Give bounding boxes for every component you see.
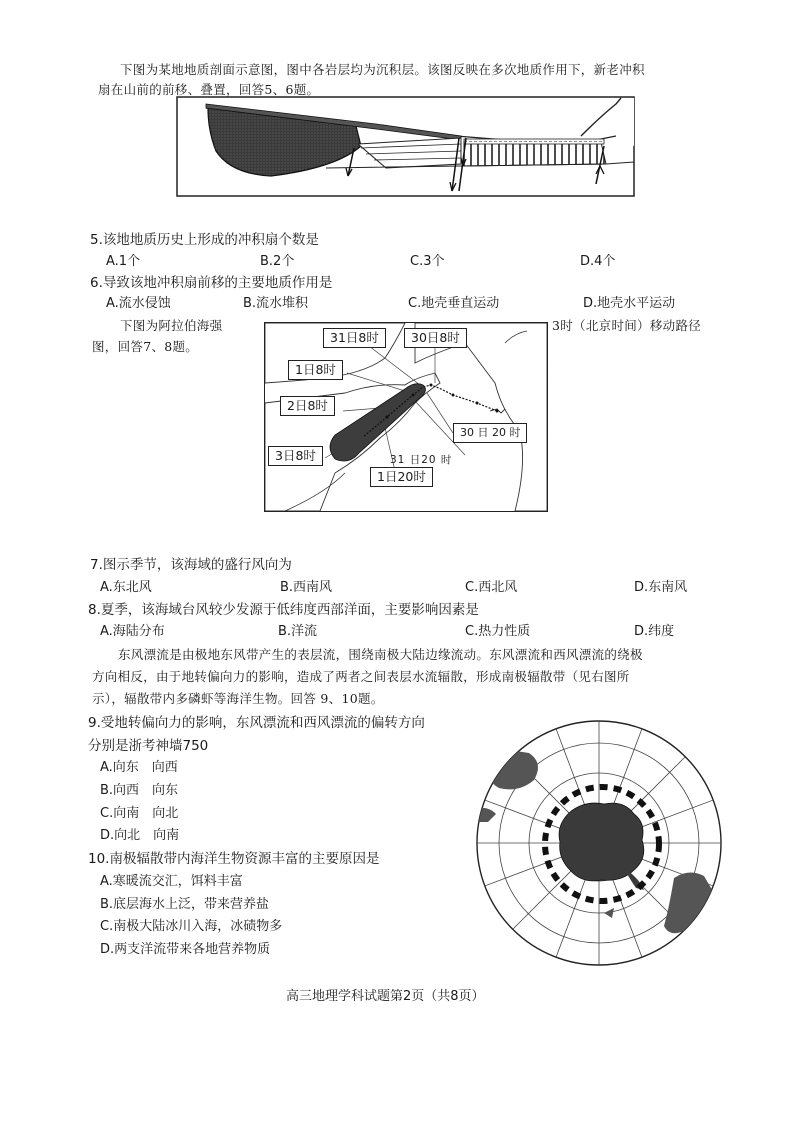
intro-1-line-2: 扇在山前的前移、叠置，回答5、6题。: [98, 82, 320, 97]
q5-option-b: B.2个: [260, 254, 295, 269]
q8-option-c: C.热力性质: [465, 624, 531, 639]
map-label-31-8: 31日8时: [323, 328, 386, 348]
q8-option-a: A.海陆分布: [100, 624, 165, 639]
intro-2-line-1-left: 下图为阿拉伯海强: [120, 318, 223, 333]
q9-stem-line-2: 分别是浙考神墙750: [88, 738, 209, 754]
q5-option-d: D.4个: [580, 254, 616, 269]
geologic-cross-section: [176, 96, 636, 198]
map-label-30-20: 30 日 20 时: [453, 423, 527, 443]
q9-option-b: B.向西 向东: [100, 783, 179, 798]
q6-option-b: B.流水堆积: [243, 296, 309, 311]
q10-option-a: A.寒暖流交汇，饵料丰富: [100, 874, 243, 889]
map-label-1-20: 1日20时: [370, 467, 433, 487]
map-label-31-20: 31 日20 时: [390, 454, 453, 466]
q5-option-c: C.3个: [410, 254, 445, 269]
q7-stem: 7.图示季节，该海域的盛行风向为: [90, 557, 292, 573]
intro-1-line-1: 下图为某地地质剖面示意图，图中各岩层均为沉积层。该图反映在多次地质作用下，新老冲积: [120, 62, 645, 77]
q9-option-a: A.向东 向西: [100, 760, 178, 775]
q5-option-a: A.1个: [106, 254, 141, 269]
q6-option-d: D.地壳水平运动: [583, 296, 676, 311]
q10-option-b: B.底层海水上泛，带来营养盐: [100, 897, 270, 912]
q6-option-c: C.地壳垂直运动: [408, 296, 500, 311]
q8-option-d: D.纬度: [634, 624, 675, 639]
q8-stem: 8.夏季，该海域台风较少发源于低纬度西部洋面，主要影响因素是: [88, 602, 479, 618]
q5-stem: 5.该地地质历史上形成的冲积扇个数是: [90, 232, 319, 248]
intro-3-line-3: 示），辐散带内多磷虾等海洋生物。回答 9、10题。: [92, 691, 384, 706]
q9-option-c: C.向南 向北: [100, 806, 179, 821]
q7-option-b: B.西南风: [280, 580, 333, 595]
intro-3-line-2: 方向相反，由于地转偏向力的影响，造成了两者之间表层水流辐散，形成南极辐散带（见右图所: [92, 669, 630, 684]
antarctica-landmass: [559, 803, 644, 881]
antarctic-globe: [474, 718, 724, 968]
q9-option-d: D.向北 向南: [100, 828, 180, 843]
q6-option-a: A.流水侵蚀: [106, 296, 171, 311]
map-label-2-8: 2日8时: [280, 396, 335, 416]
intro-2-line-1-right: 3时（北京时间）移动路径: [552, 318, 702, 333]
q7-option-c: C.西北风: [465, 580, 518, 595]
q9-stem-line-1: 9.受地转偏向力的影响，东风漂流和西风漂流的偏转方向: [88, 715, 425, 731]
page-footer: 高三地理学科试题第2页（共8页）: [286, 989, 485, 1004]
q6-stem: 6.导致该地冲积扇前移的主要地质作用是: [90, 275, 333, 291]
q10-option-d: D.两支洋流带来各地营养物质: [100, 942, 271, 957]
q7-option-d: D.东南风: [634, 580, 688, 595]
q7-option-a: A.东北风: [100, 580, 152, 595]
q10-stem: 10.南极辐散带内海洋生物资源丰富的主要原因是: [88, 851, 380, 867]
map-label-1-8: 1日8时: [288, 360, 343, 380]
q8-option-b: B.洋流: [278, 624, 318, 639]
q10-option-c: C.南极大陆冰川入海，冰碛物多: [100, 919, 283, 934]
map-label-30-8: 30日8时: [404, 328, 467, 348]
intro-2-line-2: 图，回答7、8题。: [92, 339, 199, 354]
intro-3-line-1: 东风漂流是由极地东风带产生的表层流，围绕南极大陆边缘流动。东风漂流和西风漂流的绕极: [118, 647, 643, 662]
map-label-3-8: 3日8时: [268, 446, 323, 466]
